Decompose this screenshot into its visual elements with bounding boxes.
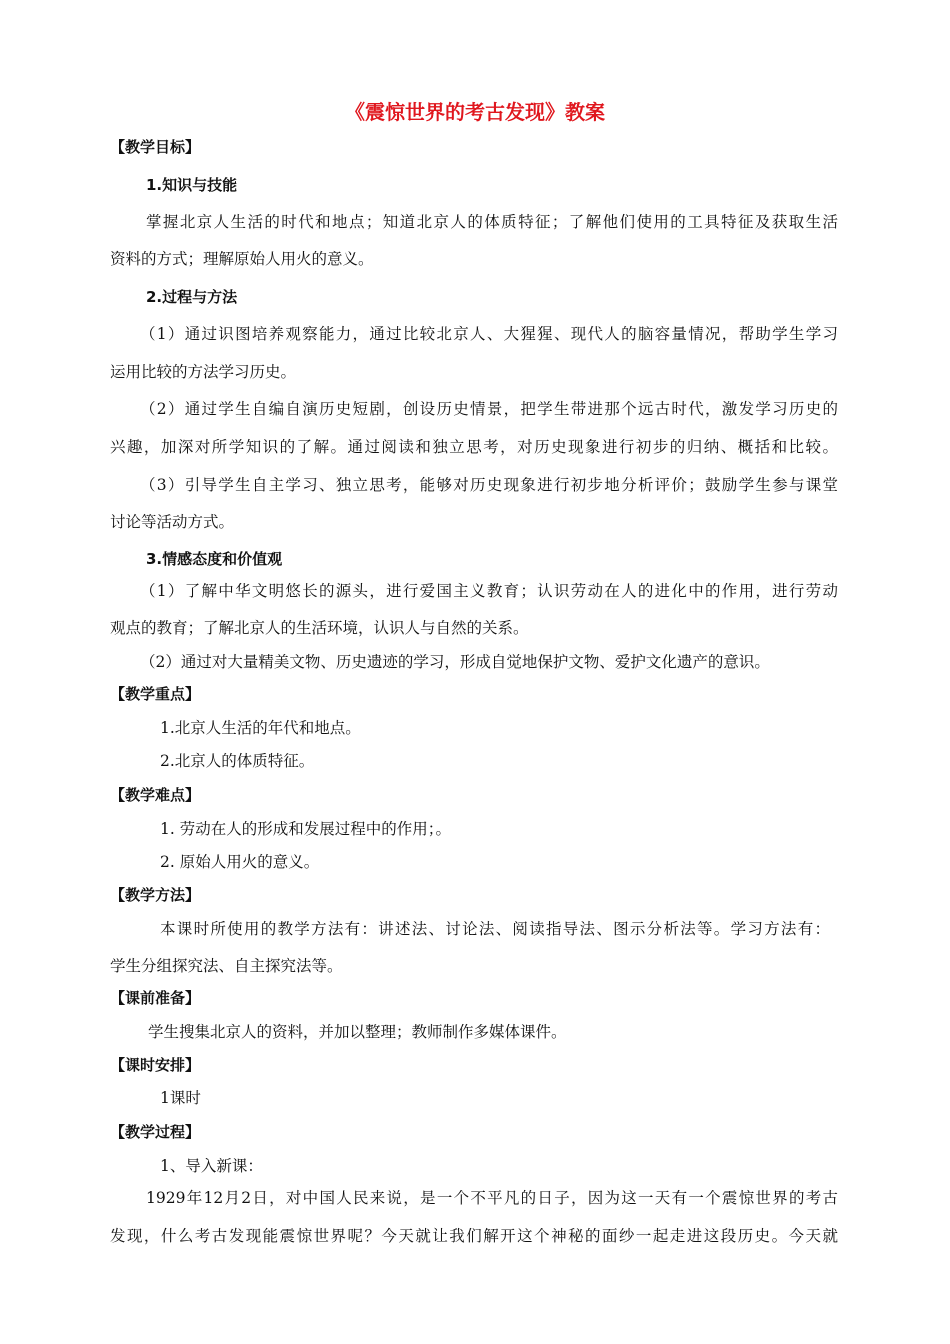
key-point-1: 1.北京人生活的年代和地点。: [160, 719, 361, 737]
schedule-text: 1课时: [160, 1089, 201, 1107]
knowledge-paragraph-line2: 资料的方式；理解原始人用火的意义。: [110, 250, 374, 268]
methods-heading: 【教学方法】: [110, 886, 201, 904]
preparation-heading: 【课前准备】: [110, 989, 201, 1007]
knowledge-paragraph-line1: 掌握北京人生活的时代和地点；知道北京人的体质特征；了解他们使用的工具特征及获取生活: [146, 213, 838, 231]
emotion-heading: 3.情感态度和价值观: [146, 550, 283, 568]
process-step1: 1、导入新课：: [160, 1157, 263, 1175]
emotion-item1-line2: 观点的教育；了解北京人的生活环境，认识人与自然的关系。: [110, 619, 529, 637]
process-item3-line2: 讨论等活动方式。: [110, 513, 235, 531]
process-item2-line1: （2）通过学生自编自演历史短剧，创设历史情景，把学生带进那个远古时代，激发学习历史的: [140, 400, 838, 418]
knowledge-heading: 1.知识与技能: [146, 176, 238, 194]
key-points-heading: 【教学重点】: [110, 685, 201, 703]
process-method-heading: 2.过程与方法: [146, 288, 238, 306]
difficulty-2: 2. 原始人用火的意义。: [160, 853, 320, 871]
emotion-item2: （2）通过对大量精美文物、历史遗迹的学习，形成自觉地保护文物、爱护文化遗产的意识。: [140, 653, 770, 671]
document-title: 《震惊世界的考古发现》教案: [345, 100, 605, 124]
emotion-item1-line1: （1）了解中华文明悠长的源头，进行爱国主义教育；认识劳动在人的进化中的作用，进行劳动: [140, 582, 838, 600]
process-item3-line1: （3）引导学生自主学习、独立思考，能够对历史现象进行初步地分析评价；鼓励学生参与课堂: [140, 476, 838, 494]
process-item1-line1: （1）通过识图培养观察能力，通过比较北京人、大猩猩、现代人的脑容量情况，帮助学生学习: [140, 325, 838, 343]
process-item2-line2: 兴趣，加深对所学知识的了解。通过阅读和独立思考，对历史现象进行初步的归纳、概括和比较。: [110, 438, 838, 456]
methods-line1: 本课时所使用的教学方法有：讲述法、讨论法、阅读指导法、图示分析法等。学习方法有：: [160, 920, 830, 938]
difficulties-heading: 【教学难点】: [110, 786, 201, 804]
difficulty-1: 1. 劳动在人的形成和发展过程中的作用；。: [160, 820, 451, 838]
process-paragraph-line2: 发现，什么考古发现能震惊世界呢？今天就让我们解开这个神秘的面纱一起走进这段历史。今天就: [110, 1227, 838, 1245]
schedule-heading: 【课时安排】: [110, 1056, 201, 1074]
process-paragraph-line1: 1929年12月2日，对中国人民来说，是一个不平凡的日子，因为这一天有一个震惊世界的考古: [146, 1189, 838, 1207]
process-heading: 【教学过程】: [110, 1123, 201, 1141]
methods-line2: 学生分组探究法、自主探究法等。: [110, 957, 343, 975]
key-point-2: 2.北京人的体质特征。: [160, 752, 315, 770]
process-item1-line2: 运用比较的方法学习历史。: [110, 363, 297, 381]
preparation-text: 学生搜集北京人的资料，并加以整理；教师制作多媒体课件。: [148, 1023, 567, 1041]
objectives-heading: 【教学目标】: [110, 138, 201, 156]
